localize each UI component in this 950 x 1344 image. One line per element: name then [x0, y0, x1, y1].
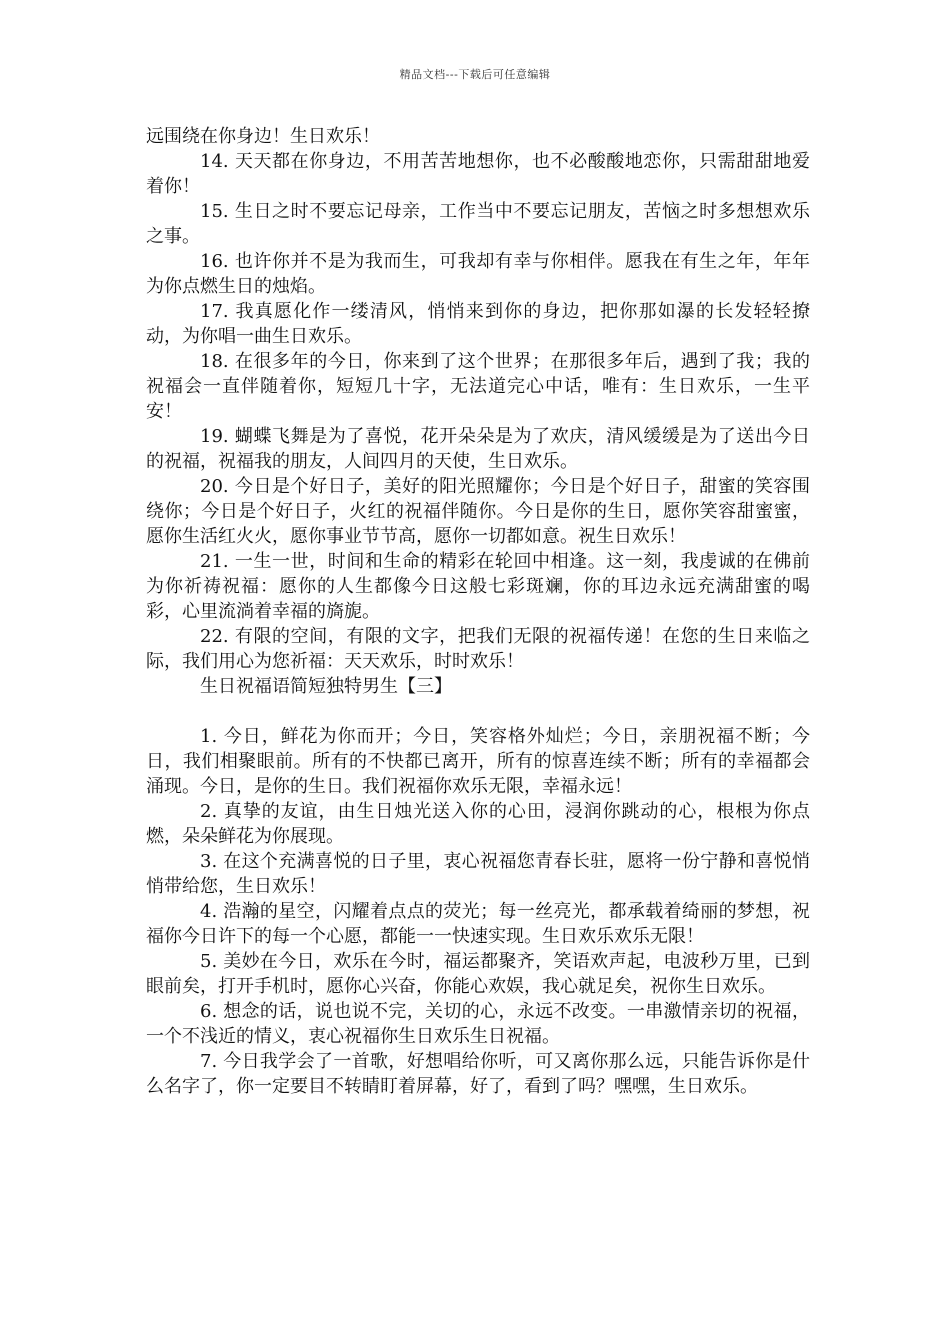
- paragraph-item-21: 21. 一生一世，时间和生命的精彩在轮回中相逢。这一刻，我虔诚的在佛前为你祈祷祝福：愿你的人生都像今日这般七彩斑斓，你的耳边永远充满甜蜜的喝彩，心里流淌着幸福的旖旎。: [146, 551, 810, 622]
- paragraph-item-5: 5. 美妙在今日，欢乐在今时，福运都聚齐，笑语欢声起，电波秒万里，已到眼前矣，打开手机时，愿你心兴奋，你能心欢娱，我心就足矣，祝你生日欢乐。: [146, 951, 810, 997]
- page-header-watermark: 精品文档---下载后可任意编辑: [399, 68, 551, 81]
- paragraph-item-18: 18. 在很多年的今日，你来到了这个世界；在那很多年后，遇到了我；我的祝福会一直伴随着你，短短几十字，无法道完心中话，唯有：生日欢乐，一生平安！: [146, 351, 810, 422]
- paragraph-continuation: 远围绕在你身边！生日欢乐！: [146, 126, 380, 147]
- paragraph-item-22: 22. 有限的空间，有限的文字，把我们无限的祝福传递！在您的生日来临之际，我们用心为您祈福：天天欢乐，时时欢乐！: [146, 626, 810, 672]
- paragraph-item-15: 15. 生日之时不要忘记母亲，工作当中不要忘记朋友，苦恼之时多想想欢乐之事。: [146, 201, 810, 247]
- paragraph-item-2: 2. 真挚的友谊，由生日烛光送入你的心田，浸润你跳动的心，根根为你点燃，朵朵鲜花为你展现。: [146, 801, 810, 847]
- paragraph-item-3: 3. 在这个充满喜悦的日子里，衷心祝福您青春长驻，愿将一份宁静和喜悦悄悄带给您，生日欢乐！: [146, 851, 810, 897]
- paragraph-item-17: 17. 我真愿化作一缕清风，悄悄来到你的身边，把你那如瀑的长发轻轻撩动，为你唱一曲生日欢乐。: [146, 301, 810, 347]
- paragraph-item-7: 7. 今日我学会了一首歌，好想唱给你听，可又离你那么远，只能告诉你是什么名字了，你一定要目不转睛盯着屏幕，好了，看到了吗？嘿嘿，生日欢乐。: [146, 1051, 810, 1097]
- paragraph-item-14: 14. 天天都在你身边，不用苦苦地想你，也不必酸酸地恋你，只需甜甜地爱着你！: [146, 151, 810, 197]
- paragraph-item-4: 4. 浩瀚的星空，闪耀着点点的荧光；每一丝亮光，都承载着绮丽的梦想，祝福你今日许下的每一个心愿，都能一一快速实现。生日欢乐欢乐无限！: [146, 901, 810, 947]
- paragraph-item-20: 20. 今日是个好日子，美好的阳光照耀你；今日是个好日子，甜蜜的笑容围绕你；今日是个好日子，火红的祝福伴随你。今日是你的生日，愿你笑容甜蜜蜜，愿你生活红火火，愿你事业节节高，愿你一切都如意。祝生日欢乐！: [146, 476, 810, 547]
- paragraph-item-16: 16. 也许你并不是为我而生，可我却有幸与你相伴。愿我在有生之年，年年为你点燃生日的烛焰。: [146, 251, 810, 297]
- section-heading: 生日祝福语简短独特男生【三】: [200, 676, 452, 697]
- paragraph-item-19: 19. 蝴蝶飞舞是为了喜悦，花开朵朵是为了欢庆，清风缓缓是为了送出今日的祝福，祝福我的朋友，人间四月的天使，生日欢乐。: [146, 426, 810, 472]
- document-body: [146, 124, 810, 1099]
- paragraph-item-6: 6. 想念的话，说也说不完，关切的心，永远不改变。一串激情亲切的祝福，一个不浅近的情义，衷心祝福你生日欢乐生日祝福。: [146, 1001, 810, 1047]
- paragraph-item-1: 1. 今日，鲜花为你而开；今日，笑容格外灿烂；今日，亲朋祝福不断；今日，我们相聚眼前。所有的不快都已离开，所有的惊喜连续不断；所有的幸福都会涌现。今日，是你的生日。我们祝福你欢乐无限，幸福永远！: [146, 726, 810, 797]
